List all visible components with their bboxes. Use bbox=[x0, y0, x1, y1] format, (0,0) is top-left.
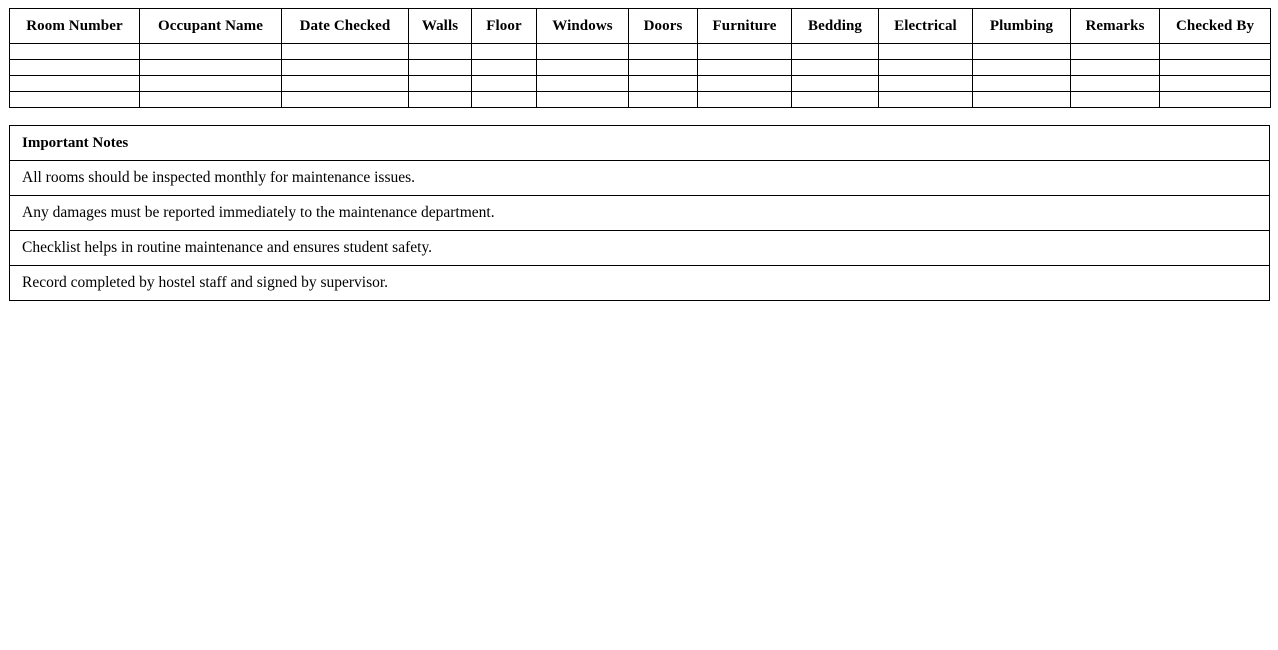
note-item: All rooms should be inspected monthly for maintenance issues. bbox=[10, 161, 1270, 196]
table-cell[interactable] bbox=[879, 76, 973, 92]
table-cell[interactable] bbox=[973, 92, 1071, 108]
table-cell[interactable] bbox=[1071, 44, 1160, 60]
column-header-plumbing: Plumbing bbox=[973, 9, 1071, 44]
table-cell[interactable] bbox=[409, 92, 472, 108]
table-cell[interactable] bbox=[472, 92, 537, 108]
table-cell[interactable] bbox=[1160, 92, 1271, 108]
table-cell[interactable] bbox=[140, 76, 282, 92]
table-cell[interactable] bbox=[973, 76, 1071, 92]
table-cell[interactable] bbox=[629, 76, 698, 92]
table-cell[interactable] bbox=[1160, 44, 1271, 60]
table-cell[interactable] bbox=[698, 76, 792, 92]
table-cell[interactable] bbox=[472, 44, 537, 60]
notes-section bbox=[9, 125, 1270, 301]
table-cell[interactable] bbox=[698, 60, 792, 76]
table-cell[interactable] bbox=[10, 76, 140, 92]
table-cell[interactable] bbox=[409, 76, 472, 92]
important-notes-body bbox=[10, 126, 1270, 301]
notes-title-row bbox=[10, 126, 1270, 161]
table-cell[interactable] bbox=[537, 60, 629, 76]
table-cell[interactable] bbox=[879, 92, 973, 108]
inspection-table bbox=[9, 8, 1271, 108]
notes-title: Important Notes bbox=[10, 126, 1270, 161]
table-cell[interactable] bbox=[140, 60, 282, 76]
table-cell[interactable] bbox=[282, 60, 409, 76]
table-cell[interactable] bbox=[472, 76, 537, 92]
column-header-walls: Walls bbox=[409, 9, 472, 44]
column-header-windows: Windows bbox=[537, 9, 629, 44]
table-cell[interactable] bbox=[1071, 92, 1160, 108]
table-cell[interactable] bbox=[537, 44, 629, 60]
column-header-date-checked: Date Checked bbox=[282, 9, 409, 44]
table-cell[interactable] bbox=[792, 60, 879, 76]
notes-row bbox=[10, 196, 1270, 231]
table-cell[interactable] bbox=[1071, 60, 1160, 76]
table-cell[interactable] bbox=[282, 76, 409, 92]
table-cell[interactable] bbox=[792, 92, 879, 108]
table-cell[interactable] bbox=[282, 92, 409, 108]
note-item: Any damages must be reported immediately to the maintenance department. bbox=[10, 196, 1270, 231]
table-cell[interactable] bbox=[1160, 76, 1271, 92]
table-cell[interactable] bbox=[792, 44, 879, 60]
table-cell[interactable] bbox=[629, 60, 698, 76]
note-item: Record completed by hostel staff and signed by supervisor. bbox=[10, 266, 1270, 301]
column-header-electrical: Electrical bbox=[879, 9, 973, 44]
notes-row bbox=[10, 231, 1270, 266]
table-cell[interactable] bbox=[10, 60, 140, 76]
table-cell[interactable] bbox=[629, 44, 698, 60]
table-cell[interactable] bbox=[140, 44, 282, 60]
column-header-doors: Doors bbox=[629, 9, 698, 44]
table-cell[interactable] bbox=[10, 44, 140, 60]
column-header-occupant-name: Occupant Name bbox=[140, 9, 282, 44]
inspection-table-head bbox=[10, 9, 1271, 44]
column-header-checked-by: Checked By bbox=[1160, 9, 1271, 44]
table-cell[interactable] bbox=[409, 60, 472, 76]
table-cell[interactable] bbox=[472, 60, 537, 76]
column-header-floor: Floor bbox=[472, 9, 537, 44]
header-row bbox=[10, 9, 1271, 44]
table-cell[interactable] bbox=[698, 92, 792, 108]
table-cell[interactable] bbox=[629, 92, 698, 108]
table-cell[interactable] bbox=[282, 44, 409, 60]
column-header-remarks: Remarks bbox=[1071, 9, 1160, 44]
table-cell[interactable] bbox=[1071, 76, 1160, 92]
notes-row bbox=[10, 266, 1270, 301]
table-cell[interactable] bbox=[698, 44, 792, 60]
important-notes-table bbox=[9, 125, 1270, 301]
note-item: Checklist helps in routine maintenance and ensures student safety. bbox=[10, 231, 1270, 266]
column-header-bedding: Bedding bbox=[792, 9, 879, 44]
table-row[interactable] bbox=[10, 76, 1271, 92]
table-cell[interactable] bbox=[140, 92, 282, 108]
column-header-furniture: Furniture bbox=[698, 9, 792, 44]
table-cell[interactable] bbox=[537, 76, 629, 92]
table-cell[interactable] bbox=[409, 44, 472, 60]
table-cell[interactable] bbox=[973, 44, 1071, 60]
table-row[interactable] bbox=[10, 60, 1271, 76]
table-row[interactable] bbox=[10, 92, 1271, 108]
table-row[interactable] bbox=[10, 44, 1271, 60]
table-cell[interactable] bbox=[879, 60, 973, 76]
table-cell[interactable] bbox=[792, 76, 879, 92]
table-cell[interactable] bbox=[1160, 60, 1271, 76]
column-header-room-number: Room Number bbox=[10, 9, 140, 44]
inspection-table-body bbox=[10, 44, 1271, 108]
table-cell[interactable] bbox=[973, 60, 1071, 76]
table-cell[interactable] bbox=[10, 92, 140, 108]
notes-row bbox=[10, 161, 1270, 196]
table-cell[interactable] bbox=[537, 92, 629, 108]
table-cell[interactable] bbox=[879, 44, 973, 60]
